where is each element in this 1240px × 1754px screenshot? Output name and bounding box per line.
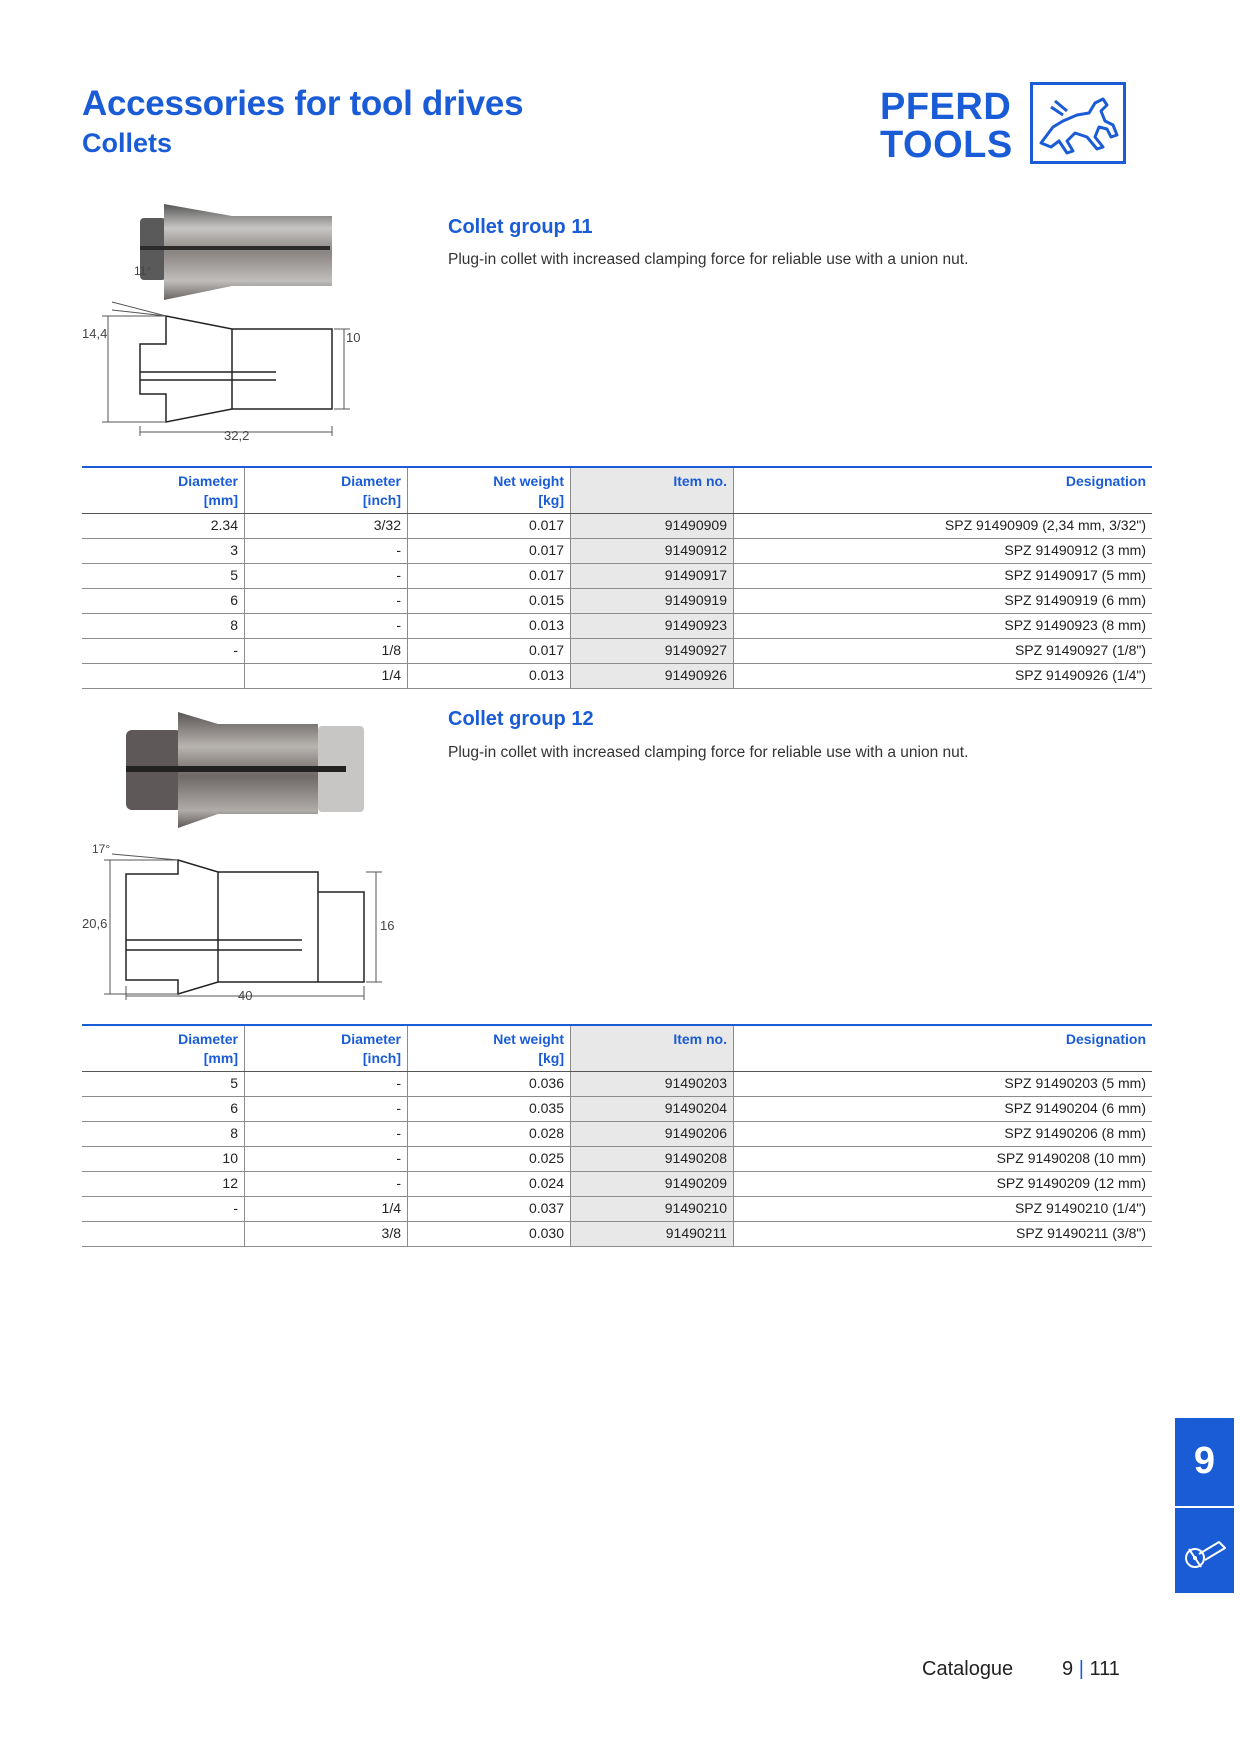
cell-diameter-mm: 6 xyxy=(82,589,245,614)
table-row xyxy=(82,1147,1152,1172)
collet-11-table xyxy=(82,466,1152,689)
table-row xyxy=(82,589,1152,614)
cell-diameter-inch: - xyxy=(245,589,408,614)
dimension-lines xyxy=(104,854,382,1000)
table-row xyxy=(82,564,1152,589)
cell-designation: SPZ 91490909 (2,34 mm, 3/32") xyxy=(734,514,1153,539)
logo-text: PFERD TOOLS xyxy=(880,86,1013,166)
table-row xyxy=(82,639,1152,664)
cell-diameter-inch: - xyxy=(245,1072,408,1097)
collet-11-technical-drawing xyxy=(140,316,332,422)
cell-item-no: 91490206 xyxy=(571,1122,734,1147)
cell-item-no: 91490909 xyxy=(571,514,734,539)
table-row xyxy=(82,1197,1152,1222)
cell-diameter-mm: 5 xyxy=(82,564,245,589)
col-diameter-inch: Diameter [inch] xyxy=(245,1025,408,1072)
cell-diameter-inch: 3/8 xyxy=(245,1222,408,1247)
collet-12-technical-drawing xyxy=(126,860,364,994)
cell-item-no: 91490204 xyxy=(571,1097,734,1122)
cell-diameter-mm: 10 xyxy=(82,1147,245,1172)
cell-diameter-mm: 12 xyxy=(82,1172,245,1197)
horse-logo-icon xyxy=(1030,82,1126,164)
page-title: Accessories for tool drives xyxy=(82,84,524,123)
cell-item-no: 91490927 xyxy=(571,639,734,664)
footer-page xyxy=(1062,1658,1120,1681)
cell-diameter-inch: - xyxy=(245,1122,408,1147)
cell-designation: SPZ 91490210 (1/4") xyxy=(734,1197,1153,1222)
table-body xyxy=(82,514,1152,689)
cell-designation: SPZ 91490203 (5 mm) xyxy=(734,1072,1153,1097)
cell-designation: SPZ 91490206 (8 mm) xyxy=(734,1122,1153,1147)
section-description: Plug-in collet with increased clamping force for reliable use with a union nut. xyxy=(448,251,969,268)
cell-designation: SPZ 91490204 (6 mm) xyxy=(734,1097,1153,1122)
dim-angle: 11° xyxy=(134,264,152,278)
cell-designation: SPZ 91490926 (1/4") xyxy=(734,664,1153,689)
dim-height: 20,6 xyxy=(82,916,108,931)
cell-net-weight: 0.036 xyxy=(408,1072,571,1097)
cell-net-weight: 0.013 xyxy=(408,664,571,689)
dimension-lines xyxy=(102,302,350,436)
table-row xyxy=(82,539,1152,564)
col-net-weight: Net weight [kg] xyxy=(408,1025,571,1072)
table-header-row xyxy=(82,1025,1152,1072)
table-row xyxy=(82,1172,1152,1197)
collet-12-photo xyxy=(126,712,364,828)
cell-item-no: 91490926 xyxy=(571,664,734,689)
cell-diameter-mm xyxy=(82,664,245,689)
collet-group-12-section xyxy=(82,690,1152,1250)
angle-grinder-icon xyxy=(1183,1536,1227,1570)
section-title: Collet group 12 xyxy=(448,708,594,730)
col-diameter-inch: Diameter [inch] xyxy=(245,467,408,514)
cell-item-no: 91490917 xyxy=(571,564,734,589)
col-item-no: Item no. xyxy=(571,1025,734,1072)
col-net-weight: Net weight [kg] xyxy=(408,467,571,514)
cell-diameter-inch: - xyxy=(245,539,408,564)
cell-diameter-inch: - xyxy=(245,1172,408,1197)
cell-net-weight: 0.017 xyxy=(408,539,571,564)
cell-designation: SPZ 91490923 (8 mm) xyxy=(734,614,1153,639)
col-diameter-mm: Diameter [mm] xyxy=(82,1025,245,1072)
footer-page-number: 111 xyxy=(1089,1658,1120,1680)
cell-item-no: 91490923 xyxy=(571,614,734,639)
cell-designation: SPZ 91490912 (3 mm) xyxy=(734,539,1153,564)
cell-diameter-inch: 1/8 xyxy=(245,639,408,664)
cell-designation: SPZ 91490211 (3/8") xyxy=(734,1222,1153,1247)
cell-item-no: 91490912 xyxy=(571,539,734,564)
cell-designation: SPZ 91490919 (6 mm) xyxy=(734,589,1153,614)
table-header-row xyxy=(82,467,1152,514)
table-row xyxy=(82,1097,1152,1122)
cell-diameter-mm xyxy=(82,1222,245,1247)
dim-bore: 16 xyxy=(380,918,395,933)
cell-item-no: 91490210 xyxy=(571,1197,734,1222)
dim-angle: 17° xyxy=(92,842,111,856)
collet-11-photo xyxy=(140,204,332,300)
cell-diameter-mm: 3 xyxy=(82,539,245,564)
collet-group-11-section xyxy=(82,196,1152,686)
cell-item-no: 91490209 xyxy=(571,1172,734,1197)
footer-separator: | xyxy=(1078,1658,1084,1680)
cell-net-weight: 0.017 xyxy=(408,514,571,539)
table-row xyxy=(82,1222,1152,1247)
col-designation: Designation xyxy=(734,1025,1153,1072)
col-diameter-mm: Diameter [mm] xyxy=(82,467,245,514)
table-row xyxy=(82,1072,1152,1097)
cell-net-weight: 0.035 xyxy=(408,1097,571,1122)
cell-designation: SPZ 91490209 (12 mm) xyxy=(734,1172,1153,1197)
cell-net-weight: 0.028 xyxy=(408,1122,571,1147)
col-item-no: Item no. xyxy=(571,467,734,514)
cell-net-weight: 0.015 xyxy=(408,589,571,614)
cell-diameter-mm: 8 xyxy=(82,614,245,639)
table-row xyxy=(82,514,1152,539)
section-title: Collet group 11 xyxy=(448,216,593,238)
collet-12-table xyxy=(82,1024,1152,1247)
cell-net-weight: 0.024 xyxy=(408,1172,571,1197)
cell-diameter-inch: - xyxy=(245,614,408,639)
cell-diameter-inch: 1/4 xyxy=(245,1197,408,1222)
cell-diameter-mm: 2.34 xyxy=(82,514,245,539)
divider xyxy=(1175,1506,1234,1508)
pferd-tools-logo xyxy=(880,82,1152,166)
table-row xyxy=(82,1122,1152,1147)
cell-diameter-inch: 1/4 xyxy=(245,664,408,689)
cell-diameter-mm: 5 xyxy=(82,1072,245,1097)
footer-chapter: 9 xyxy=(1062,1658,1074,1680)
cell-diameter-mm: 8 xyxy=(82,1122,245,1147)
table-body xyxy=(82,1072,1152,1247)
cell-net-weight: 0.017 xyxy=(408,639,571,664)
footer-label: Catalogue xyxy=(922,1658,1014,1680)
cell-net-weight: 0.017 xyxy=(408,564,571,589)
cell-diameter-inch: - xyxy=(245,1147,408,1172)
collet-12-drawing xyxy=(82,710,402,1000)
section-description: Plug-in collet with increased clamping force for reliable use with a union nut. xyxy=(448,744,969,761)
cell-diameter-mm: 6 xyxy=(82,1097,245,1122)
cell-item-no: 91490919 xyxy=(571,589,734,614)
table-row xyxy=(82,664,1152,689)
cell-net-weight: 0.030 xyxy=(408,1222,571,1247)
cell-net-weight: 0.013 xyxy=(408,614,571,639)
collet-11-drawing xyxy=(82,204,382,452)
col-designation: Designation xyxy=(734,467,1153,514)
cell-designation: SPZ 91490917 (5 mm) xyxy=(734,564,1153,589)
cell-net-weight: 0.025 xyxy=(408,1147,571,1172)
cell-designation: SPZ 91490208 (10 mm) xyxy=(734,1147,1153,1172)
cell-item-no: 91490211 xyxy=(571,1222,734,1247)
dim-height: 14,4 xyxy=(82,326,108,341)
cell-item-no: 91490208 xyxy=(571,1147,734,1172)
dim-length: 40 xyxy=(238,988,253,1003)
cell-diameter-mm: - xyxy=(82,639,245,664)
cell-net-weight: 0.037 xyxy=(408,1197,571,1222)
table-row xyxy=(82,614,1152,639)
page-subtitle: Collets xyxy=(82,128,173,158)
dim-length: 32,2 xyxy=(224,428,250,443)
chapter-side-tab[interactable] xyxy=(1175,1418,1234,1593)
cell-item-no: 91490203 xyxy=(571,1072,734,1097)
dim-bore: 10 xyxy=(346,330,361,345)
chapter-number: 9 xyxy=(1193,1440,1216,1482)
cell-diameter-mm: - xyxy=(82,1197,245,1222)
cell-designation: SPZ 91490927 (1/8") xyxy=(734,639,1153,664)
cell-diameter-inch: - xyxy=(245,1097,408,1122)
cell-diameter-inch: 3/32 xyxy=(245,514,408,539)
cell-diameter-inch: - xyxy=(245,564,408,589)
